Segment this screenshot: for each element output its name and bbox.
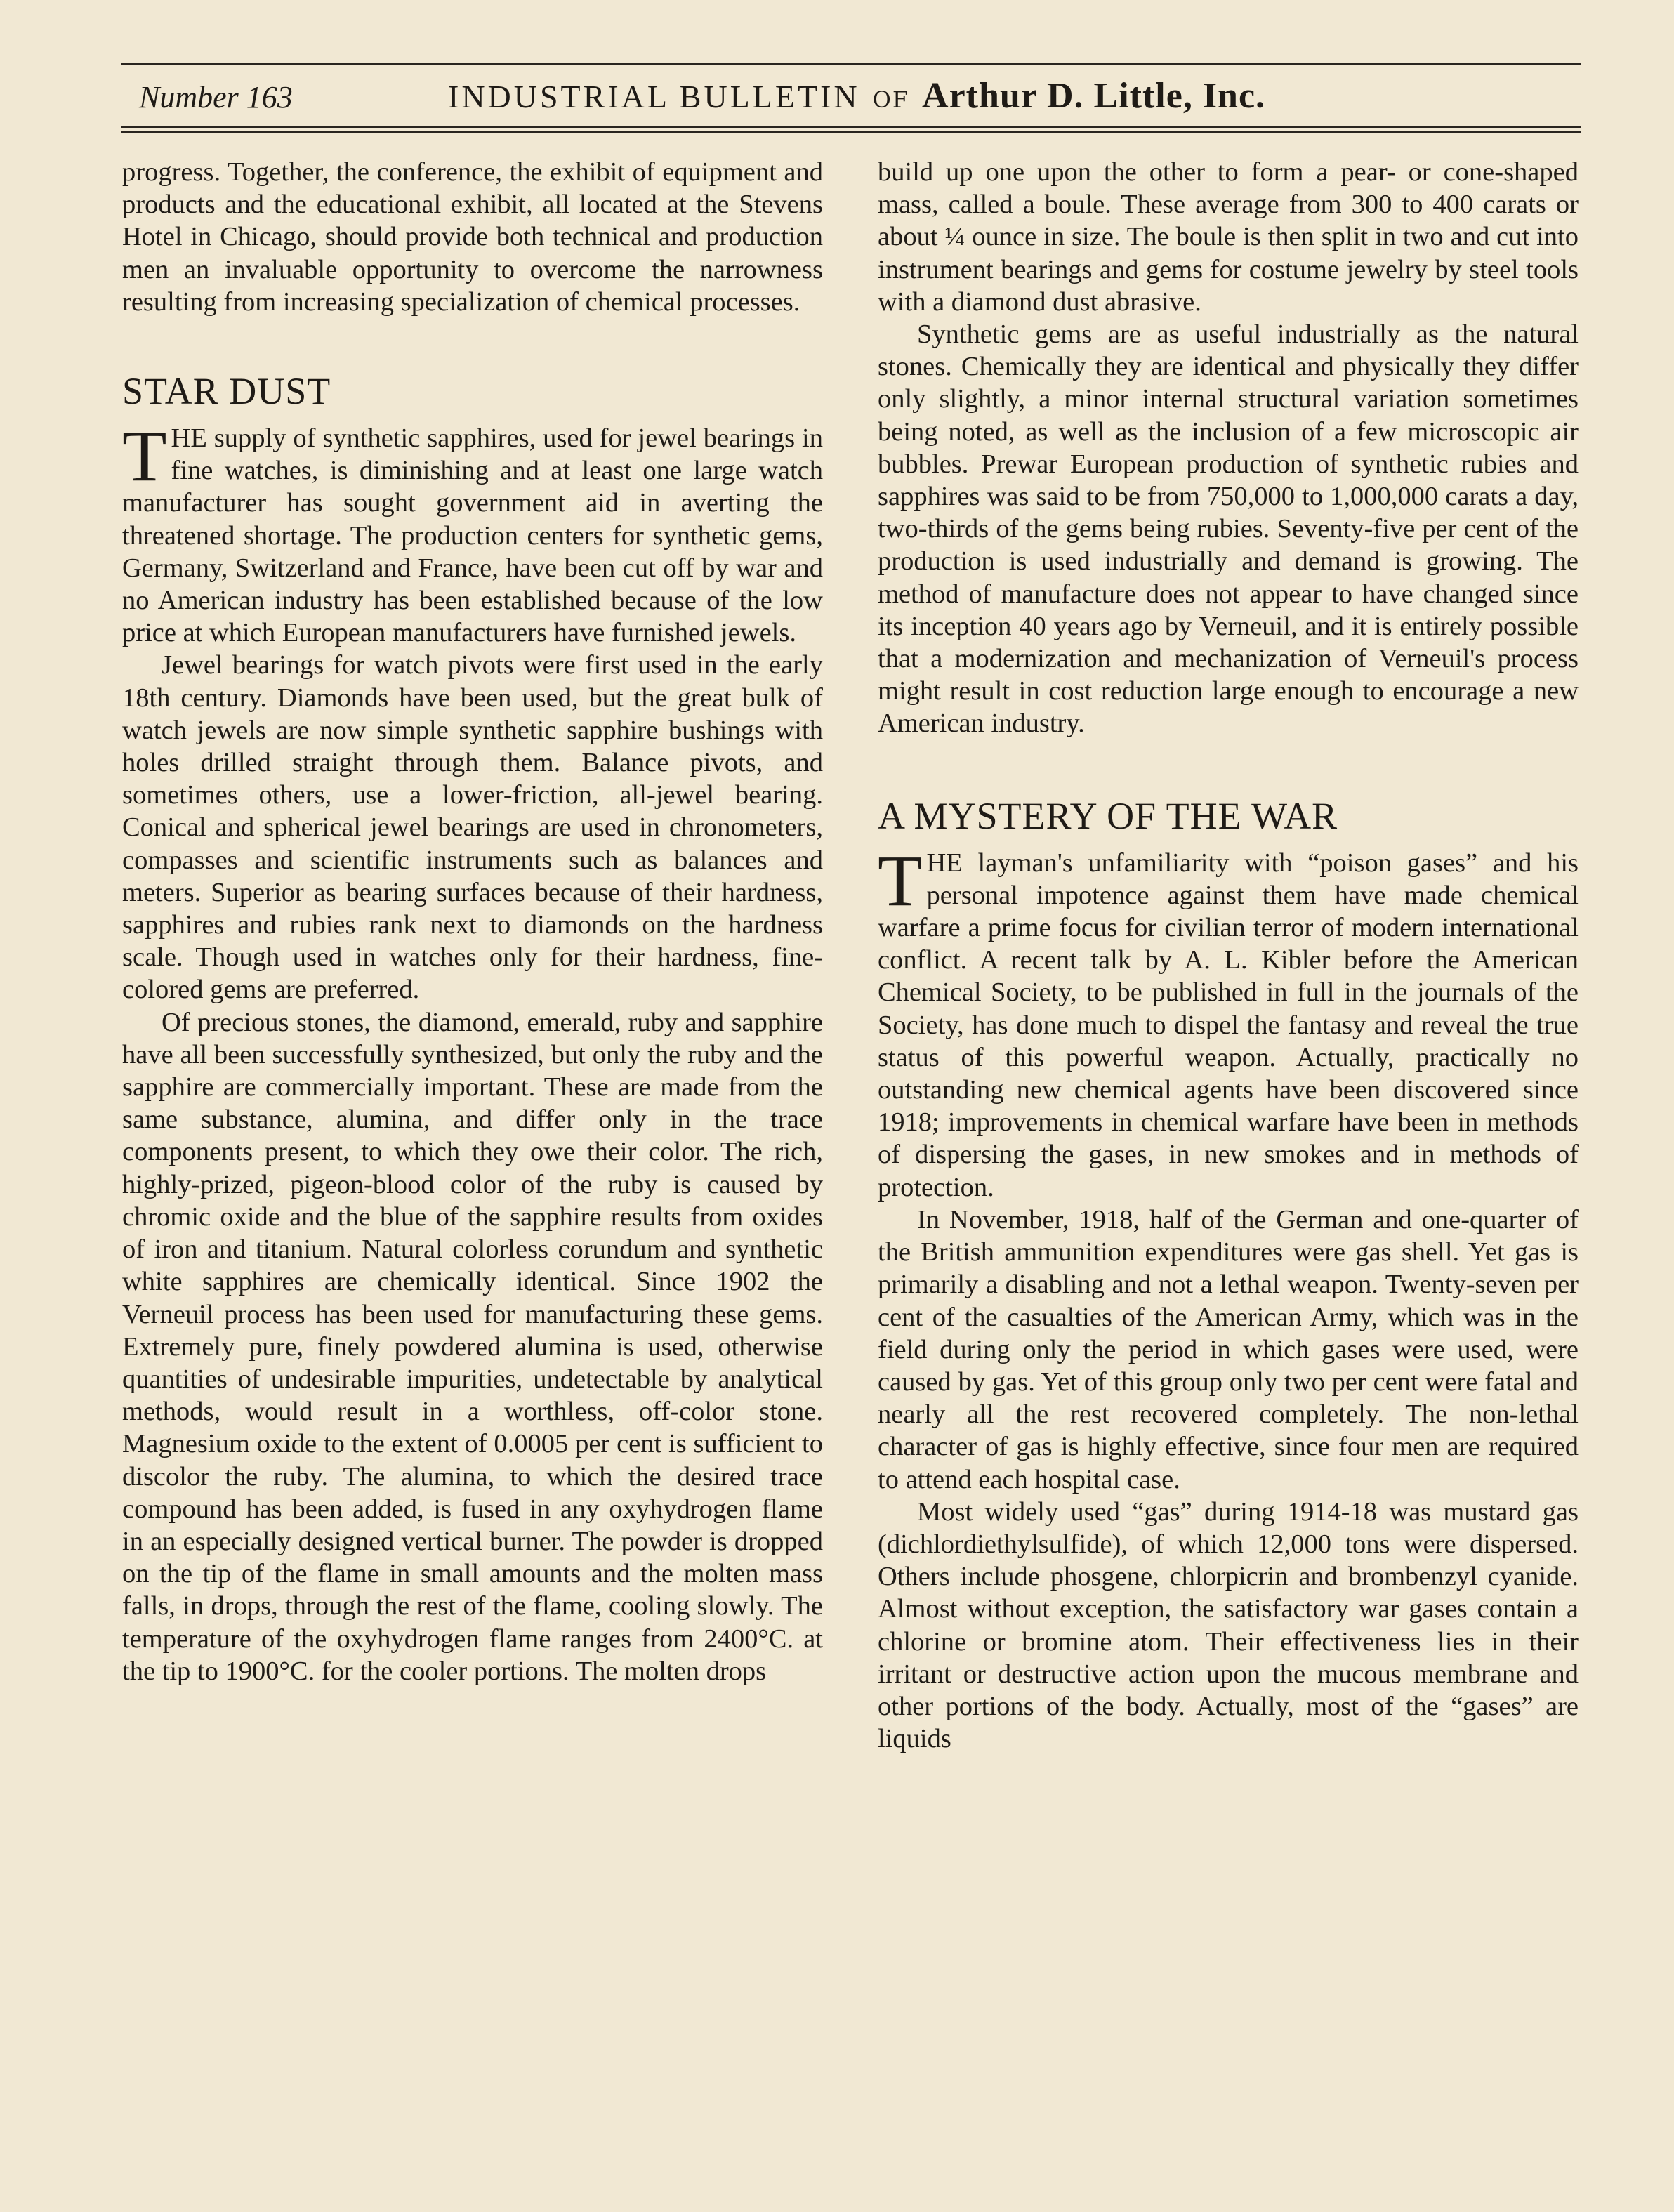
- bulletin-title-of: OF: [872, 86, 910, 113]
- mystery-paragraph-1: [878, 840, 1579, 1204]
- header-rule: [121, 126, 1581, 128]
- mystery-paragraph-3: Most widely used “gas” during 1914-18 was mustard gas (dichlordiethylsulfide), of which 12,000 tons were dispersed. Others include phosgene, chlorpicrin and brombenzyl cyanide. Almost without exception, the satisfactory war gases contain a chlorine or bromine atom. Their effectiveness lies in their irritant or destructive action upon the mucous membrane and other portions of the body. Actually, most of the “gases” are liquids: [878, 1496, 1579, 1754]
- issue-number: Number 163: [139, 80, 293, 114]
- running-header: [121, 63, 1581, 133]
- star-dust-paragraph-1: [122, 416, 823, 649]
- section-heading-mystery-of-the-war: A MYSTERY OF THE WAR: [878, 794, 1338, 837]
- header-rule-double: [121, 131, 1581, 133]
- bulletin-title: INDUSTRIAL BULLETIN: [448, 79, 860, 114]
- section-heading-star-dust: STAR DUST: [122, 370, 331, 413]
- star-dust-paragraph-4: Synthetic gems are as useful industrially as the natural stones. Chemically they are identical and physically they differ only slightly, a minor internal structural variation sometimes being noted, as well as the inclusion of a few microscopic air bubbles. Prewar European production of synthetic rubies and sapphires was said to be from 750,000 to 1,000,000 carats a day, two-thirds of the gems being rubies. Seventy-five per cent of the production is used industrially and demand is growing. The method of manufacture does not appear to have changed since its inception 40 years ago by Verneuil, and it is entirely possible that a modernization and mechanization of Verneuil's process might result in cost reduction large enough to encourage a new American industry.: [878, 320, 1579, 739]
- publisher-name: Arthur D. Little, Inc.: [922, 76, 1266, 116]
- mystery-paragraph-2: In November, 1918, half of the German and one-quarter of the British ammunition expenditures were gas shell. Yet gas is primarily a disabling and not a lethal weapon. Twenty-seven per cent of the casualties of the American Army, which was in the field during only the period in which gases were used, were caused by gas. Yet of this group only two per cent were fatal and nearly all the rest recovered completely. The non-lethal character of gas is highly effective, since four men are required to attend each hospital case.: [878, 1204, 1579, 1494]
- paragraph-text: layman's unfamiliarity with “poison gases” and his personal impotence against them have made chemical warfare a prime focus for civilian terror of modern international conflict. A recent talk by A. L. Kibler before the American Chemical Society, to be published in full in the journals of the Society, has done much to dispel the fantasy and reveal the true status of this powerful weapon. Actually, practically no outstanding new chemical agents have been discovered since 1918; improvements in chemical warfare have been in methods of dispersing the gases, in new smokes and in methods of protection.: [878, 848, 1579, 1202]
- drop-cap: T: [878, 840, 923, 921]
- lead-caps: HE: [926, 848, 963, 878]
- drop-cap: T: [122, 416, 167, 497]
- right-column: [878, 156, 1579, 1755]
- star-dust-paragraph-2: Jewel bearings for watch pivots were first used in the early 18th century. Diamonds have been used, but the great bulk of watch jewels are now simple synthetic sapphire bushings with holes drilled straight through them. Balance pivots, and sometimes others, use a lower-friction, all-jewel bearing. Conical and spherical jewel bearings are used in chronometers, compasses and scientific instruments such as balances and meters. Superior as bearing surfaces because of their hardness, sapphires and rubies rank next to diamonds on the hardness scale. Though used in watches only for their hardness, fine-colored gems are preferred.: [122, 650, 823, 1005]
- lead-caps: HE: [171, 423, 207, 454]
- star-dust-paragraph-3: Of precious stones, the diamond, emerald, ruby and sapphire have all been successfully synthesized, but only the ruby and the sapphire are commercially important. These are made from the same substance, alumina, and differ only in the trace components present, to which they owe their color. The rich, highly-prized, pigeon-blood color of the ruby is caused by chromic oxide and the blue of the sapphire results from oxides of iron and titanium. Natural colorless corundum and synthetic white sapphires are chemically identical. Since 1902 the Verneuil process has been used for manufacturing these gems. Extremely pure, finely powdered alumina is used, otherwise quantities of undesirable impurities, undetectable by analytical methods, would result in a worthless, off-color stone. Magnesium oxide to the extent of 0.0005 per cent is sufficient to discolor the ruby. The alumina, to which the desired trace compound has been added, is fused in any oxyhydrogen flame in an especially designed vertical burner. The powder is dropped on the tip of the flame in small amounts and the molten mass falls, in drops, through the rest of the flame, cooling slowly. The temperature of the oxyhydrogen flame ranges from 2400°C. at the tip to 1900°C. for the cooler portions. The molten drops: [122, 1007, 823, 1686]
- left-column: [122, 156, 823, 1687]
- continued-paragraph: progress. Together, the conference, the exhibit of equipment and products and the educational exhibit, all located at the Stevens Hotel in Chicago, should provide both technical and production men an invaluable opportunity to overcome the narrowness resulting from increasing specialization of chemical processes.: [122, 157, 823, 317]
- paragraph-text: supply of synthetic sapphires, used for jewel bearings in fine watches, is diminishing and at least one large watch manufacturer has sought government aid in averting the threatened shortage. The production centers for synthetic gems, Germany, Switzerland and France, have been cut off by war and no American industry has been established because of the low price at which European manufacturers have furnished jewels.: [122, 423, 823, 648]
- star-dust-paragraph-continued: build up one upon the other to form a pear- or cone-shaped mass, called a boule. These average from 300 to 400 carats or about ¼ ounce in size. The boule is then split in two and cut into instrument bearings and gems for costume jewelry by steel tools with a diamond dust abrasive.: [878, 157, 1579, 317]
